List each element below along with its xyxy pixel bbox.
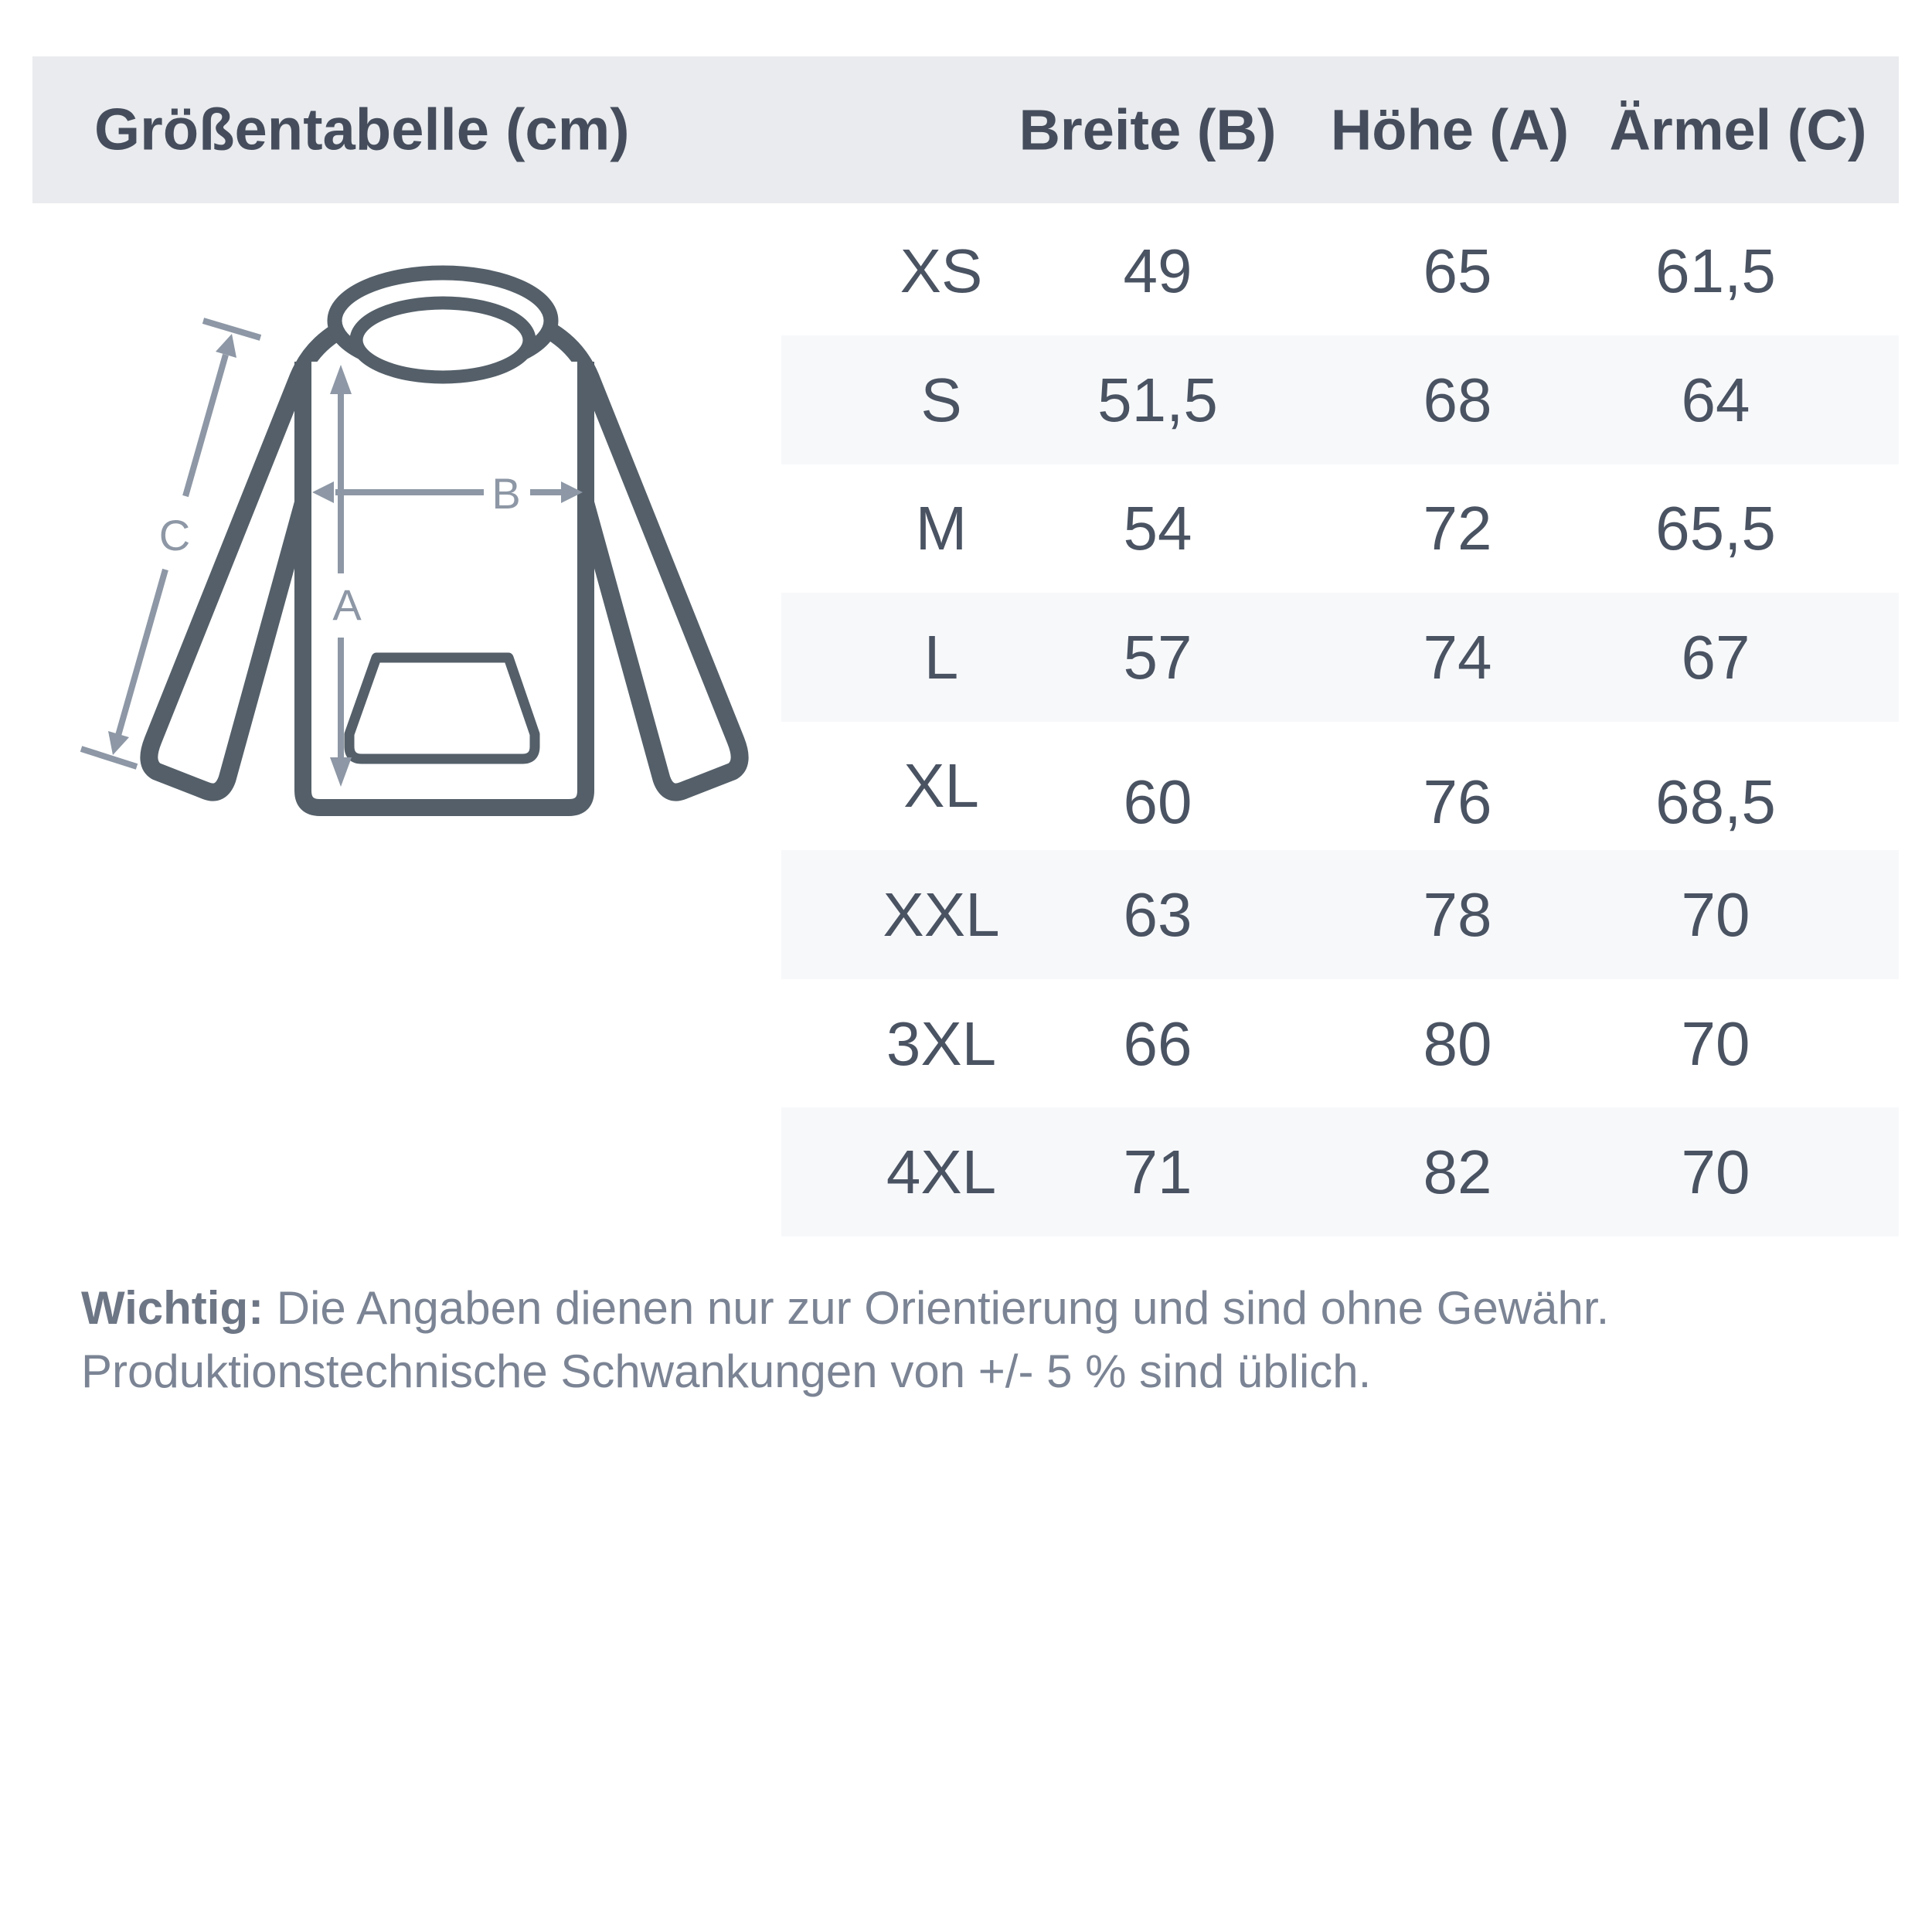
hoehe-value: 82 bbox=[1423, 1137, 1492, 1206]
table-row bbox=[781, 464, 1899, 593]
hoehe-value: 72 bbox=[1423, 493, 1492, 563]
size-label: L bbox=[923, 622, 959, 692]
label-c: C bbox=[158, 511, 191, 560]
column-header-breite: Breite (B) bbox=[1019, 97, 1277, 162]
table-row bbox=[781, 593, 1899, 722]
size-label: 3XL bbox=[886, 1009, 997, 1078]
breite-value: 60 bbox=[1123, 767, 1192, 836]
label-a: A bbox=[332, 580, 362, 629]
size-label: M bbox=[915, 493, 968, 563]
breite-value: 57 bbox=[1123, 622, 1192, 692]
column-header-aermel: Ärmel (C) bbox=[1609, 97, 1867, 162]
disclaimer-line-2: Produktionstechnische Schwankungen von +/- 5 % sind üblich. bbox=[81, 1345, 1372, 1397]
table-row bbox=[781, 721, 1899, 850]
size-label: XL bbox=[903, 750, 979, 820]
table-row bbox=[781, 335, 1899, 464]
table-row bbox=[781, 1107, 1899, 1236]
hoehe-value: 65 bbox=[1423, 236, 1492, 305]
hoehe-value: 80 bbox=[1423, 1009, 1492, 1078]
hoehe-value: 76 bbox=[1423, 767, 1492, 836]
aermel-value: 67 bbox=[1681, 622, 1750, 692]
aermel-value: 64 bbox=[1681, 365, 1750, 434]
breite-value: 63 bbox=[1123, 879, 1192, 949]
arrow-c-head-top bbox=[216, 334, 236, 358]
hoehe-value: 68 bbox=[1423, 365, 1492, 434]
hoodie-measurement-diagram bbox=[23, 193, 781, 866]
size-chart-title: Größentabelle (cm) bbox=[94, 97, 630, 163]
aermel-value: 65,5 bbox=[1655, 493, 1776, 563]
disclaimer-text: Die Angaben dienen nur zur Orientierung und sind ohne Gewähr. bbox=[264, 1282, 1610, 1334]
disclaimer-note bbox=[81, 1277, 1859, 1403]
hoodie-pocket bbox=[349, 658, 535, 759]
hood-inner-ring bbox=[356, 303, 529, 377]
aermel-value: 68,5 bbox=[1655, 767, 1776, 836]
size-label: S bbox=[920, 365, 962, 434]
aermel-value: 70 bbox=[1681, 879, 1750, 949]
size-chart-header bbox=[32, 56, 1899, 203]
label-b: B bbox=[492, 469, 521, 518]
table-row bbox=[781, 979, 1899, 1108]
size-label: XS bbox=[900, 236, 983, 305]
aermel-value: 70 bbox=[1681, 1137, 1750, 1206]
aermel-value: 70 bbox=[1681, 1009, 1750, 1078]
size-label: 4XL bbox=[886, 1137, 997, 1206]
size-label: XXL bbox=[883, 879, 1000, 949]
hoehe-value: 74 bbox=[1423, 622, 1492, 692]
breite-value: 71 bbox=[1123, 1137, 1192, 1206]
breite-value: 49 bbox=[1123, 236, 1192, 305]
aermel-value: 61,5 bbox=[1655, 236, 1776, 305]
table-row bbox=[781, 850, 1899, 979]
table-row bbox=[781, 206, 1899, 335]
column-header-hoehe: Höhe (A) bbox=[1330, 97, 1570, 162]
breite-value: 51,5 bbox=[1097, 365, 1218, 434]
breite-value: 54 bbox=[1123, 493, 1192, 563]
breite-value: 66 bbox=[1123, 1009, 1192, 1078]
important-label: Wichtig: bbox=[81, 1282, 264, 1334]
hoehe-value: 78 bbox=[1423, 879, 1492, 949]
disclaimer-line-1 bbox=[81, 1277, 1859, 1340]
arrow-c-head-bottom bbox=[108, 731, 129, 755]
